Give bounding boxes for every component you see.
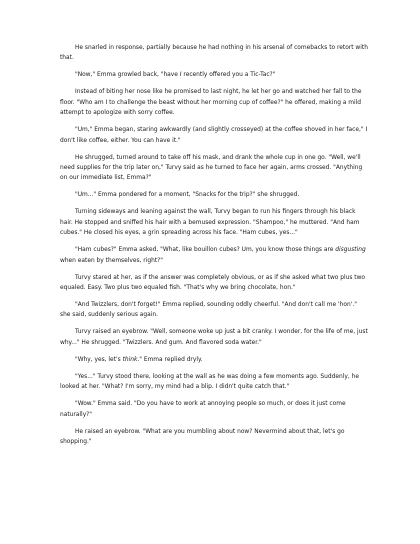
paragraph-text: recently offered you a Tic-Tac?": [181, 72, 276, 79]
paragraph: [60, 87, 368, 118]
paragraph: [60, 153, 368, 184]
paragraph: [60, 125, 368, 146]
paragraph-text: Instead of biting her nose like he promised to last night, he let her go and watched her fall to the floor. "Who am I to challenge the beast without her morning cup of coffee?" he offered, making a mild attempt to apologize with sorry coffee.: [60, 89, 362, 117]
paragraph-text: "Yes..." Turvy stood there, looking at the wall as he was doing a few moments ago. Suddenly, he looked at her. "What? I'm sorry, my mind had a blip. I didn't quite catch that.": [60, 373, 359, 391]
paragraph: [60, 427, 368, 448]
paragraph-text: "And Twizzlers, don't forget!" Emma replied, sounding oddly cheerful. "And don't call me 'hon'." she said, suddenly serious again.: [60, 302, 357, 319]
emphasized-text: think: [122, 356, 138, 363]
paragraph: [60, 399, 368, 420]
paragraph-text: "Um..." Emma pondered for a moment, "Snacks for the trip?" she shrugged.: [75, 192, 300, 199]
paragraph-text: "Why, yes, let's: [75, 356, 123, 363]
paragraph: [60, 327, 368, 348]
emphasized-text: I: [179, 72, 182, 79]
paragraph-text: Turvy raised an eyebrow. "Well, someone woke up just a bit cranky. I wonder, for the life of me, just why..." He shrugged. "Twizzlers. And gum. And flavored soda water.": [60, 329, 368, 346]
paragraph-text: He shrugged, turned around to take off his mask, and drank the whole cup in one go. "Well, we'll need supplies for the trip later on," Turvy said as he turned to face her again, arms crossed. "Anything on our immediate list, Emma?": [60, 154, 363, 182]
paragraph-text: Turvy stared at her, as if the answer was completely obvious, or as if she asked what two plus two equaled. Easy. Two plus two equaled fish. "That's why we bring chocolate, hon.": [60, 274, 366, 292]
paragraph: [60, 70, 368, 80]
emphasized-text: disgusting: [335, 247, 366, 254]
paragraph: [60, 190, 368, 200]
paragraph-text: ." Emma replied dryly.: [137, 356, 203, 363]
paragraph: [60, 207, 368, 238]
paragraph-text: when eaten by themselves, right?": [60, 257, 163, 264]
paragraph-text: He snarled in response, partially because he had nothing in his arsenal of comebacks to retort with that.: [60, 45, 368, 62]
paragraph-text: "Um," Emma began, staring awkwardly (and slightly crosseyed) at the coffee shoved in her face," I don't like coffee, either. You can have it.": [60, 127, 368, 144]
body-text: [60, 43, 368, 454]
paragraph: [60, 273, 368, 294]
paragraph: [60, 300, 368, 321]
paragraph: [60, 43, 368, 64]
paragraph-text: He raised an eyebrow. "What are you mumbling about now? Nevermind about that, let's go shopping.": [60, 428, 345, 446]
paragraph-text: Turning sideways and leaning against the wall, Turvy began to run his fingers through his black hair. He stopped and sniffed his hair with a bemused expression. "Shampoo," he muttered. "And ham cubes." He closed his eyes, a grin spreading across his face. "Ham cubes, yes...": [60, 209, 360, 237]
paragraph: [60, 372, 368, 393]
paragraph-text: "Now," Emma growled back, "have: [75, 72, 180, 79]
paragraph: [60, 355, 368, 365]
paragraph-text: "Wow." Emma said. "Do you have to work at annoying people so much, or does it just come naturally?": [60, 401, 346, 418]
paragraph: [60, 245, 368, 266]
paragraph-text: "Ham cubes?" Emma asked, "What, like bouillon cubes? Um, you know those things are: [75, 247, 336, 254]
